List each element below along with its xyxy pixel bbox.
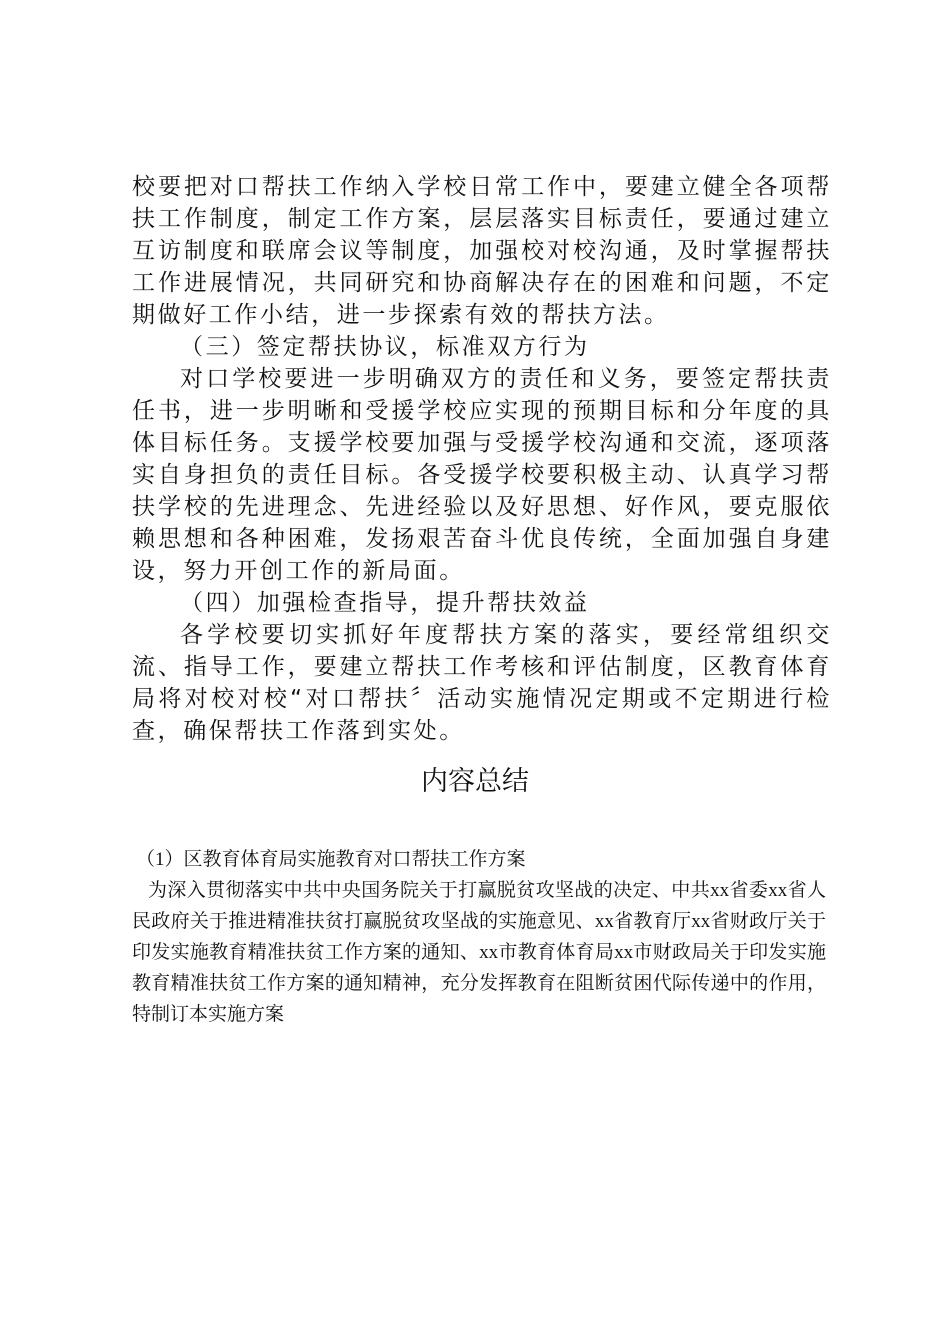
section-heading-4: （四）加强检查指导，提升帮扶效益 (180, 590, 590, 616)
summary-section (132, 844, 826, 1030)
body-paragraph-1: 校要把对口帮扶工作纳入学校日常工作中，要建立健全各项帮扶工作制度，制定工作方案，层层落实目标责任，要通过建立互访制度和联席会议等制度，加强校对校沟通，及时掌握帮扶工作进展情况，共同研究和协商解决存在的困难和问题，不定期做好工作小结，进一步探索有效的帮扶方法。 (132, 174, 832, 328)
section-heading-3: （三）签定帮扶协议，标准双方行为 (180, 334, 590, 360)
body-paragraph-4: 各学校要切实抓好年度帮扶方案的落实，要经常组织交流、指导工作，要建立帮扶工作考核和评估制度，区教育体育局将对校对校“对口帮扶〞活动实施情况定期或不定期进行检查，确保帮扶工作落到实处。 (132, 622, 832, 744)
body-section (132, 171, 832, 747)
summary-item-title: （1）区教育体育局实施教育对口帮扶工作方案 (136, 849, 526, 870)
summary-title: 内容总结 (421, 766, 529, 797)
body-paragraph-3: 对口学校要进一步明确双方的责任和义务，要签定帮扶责任书，进一步明晰和受援学校应实现的预期目标和分年度的具体目标任务。支援学校要加强与受援学校沟通和交流，逐项落实自身担负的责任目标。各受援学校要积极主动、认真学习帮扶学校的先进理念、先进经验以及好思想、好作风，要克服依赖思想和各种困难，发扬艰苦奋斗优良传统，全面加强自身建设，努力开创工作的新局面。 (132, 366, 832, 584)
summary-item-text: 为深入贯彻落实中共中央国务院关于打赢脱贫攻坚战的决定、中共xx省委xx省人民政府关于推进精准扶贫打赢脱贫攻坚战的实施意见、xx省教育厅xx省财政厅关于印发实施教育精准扶贫工作方案的通知、xx市教育体育局xx市财政局关于印发实施教育精准扶贫工作方案的通知精神，充分发挥教育在阻断贫困代际传递中的作用，特制订本实施方案 (132, 880, 826, 1025)
